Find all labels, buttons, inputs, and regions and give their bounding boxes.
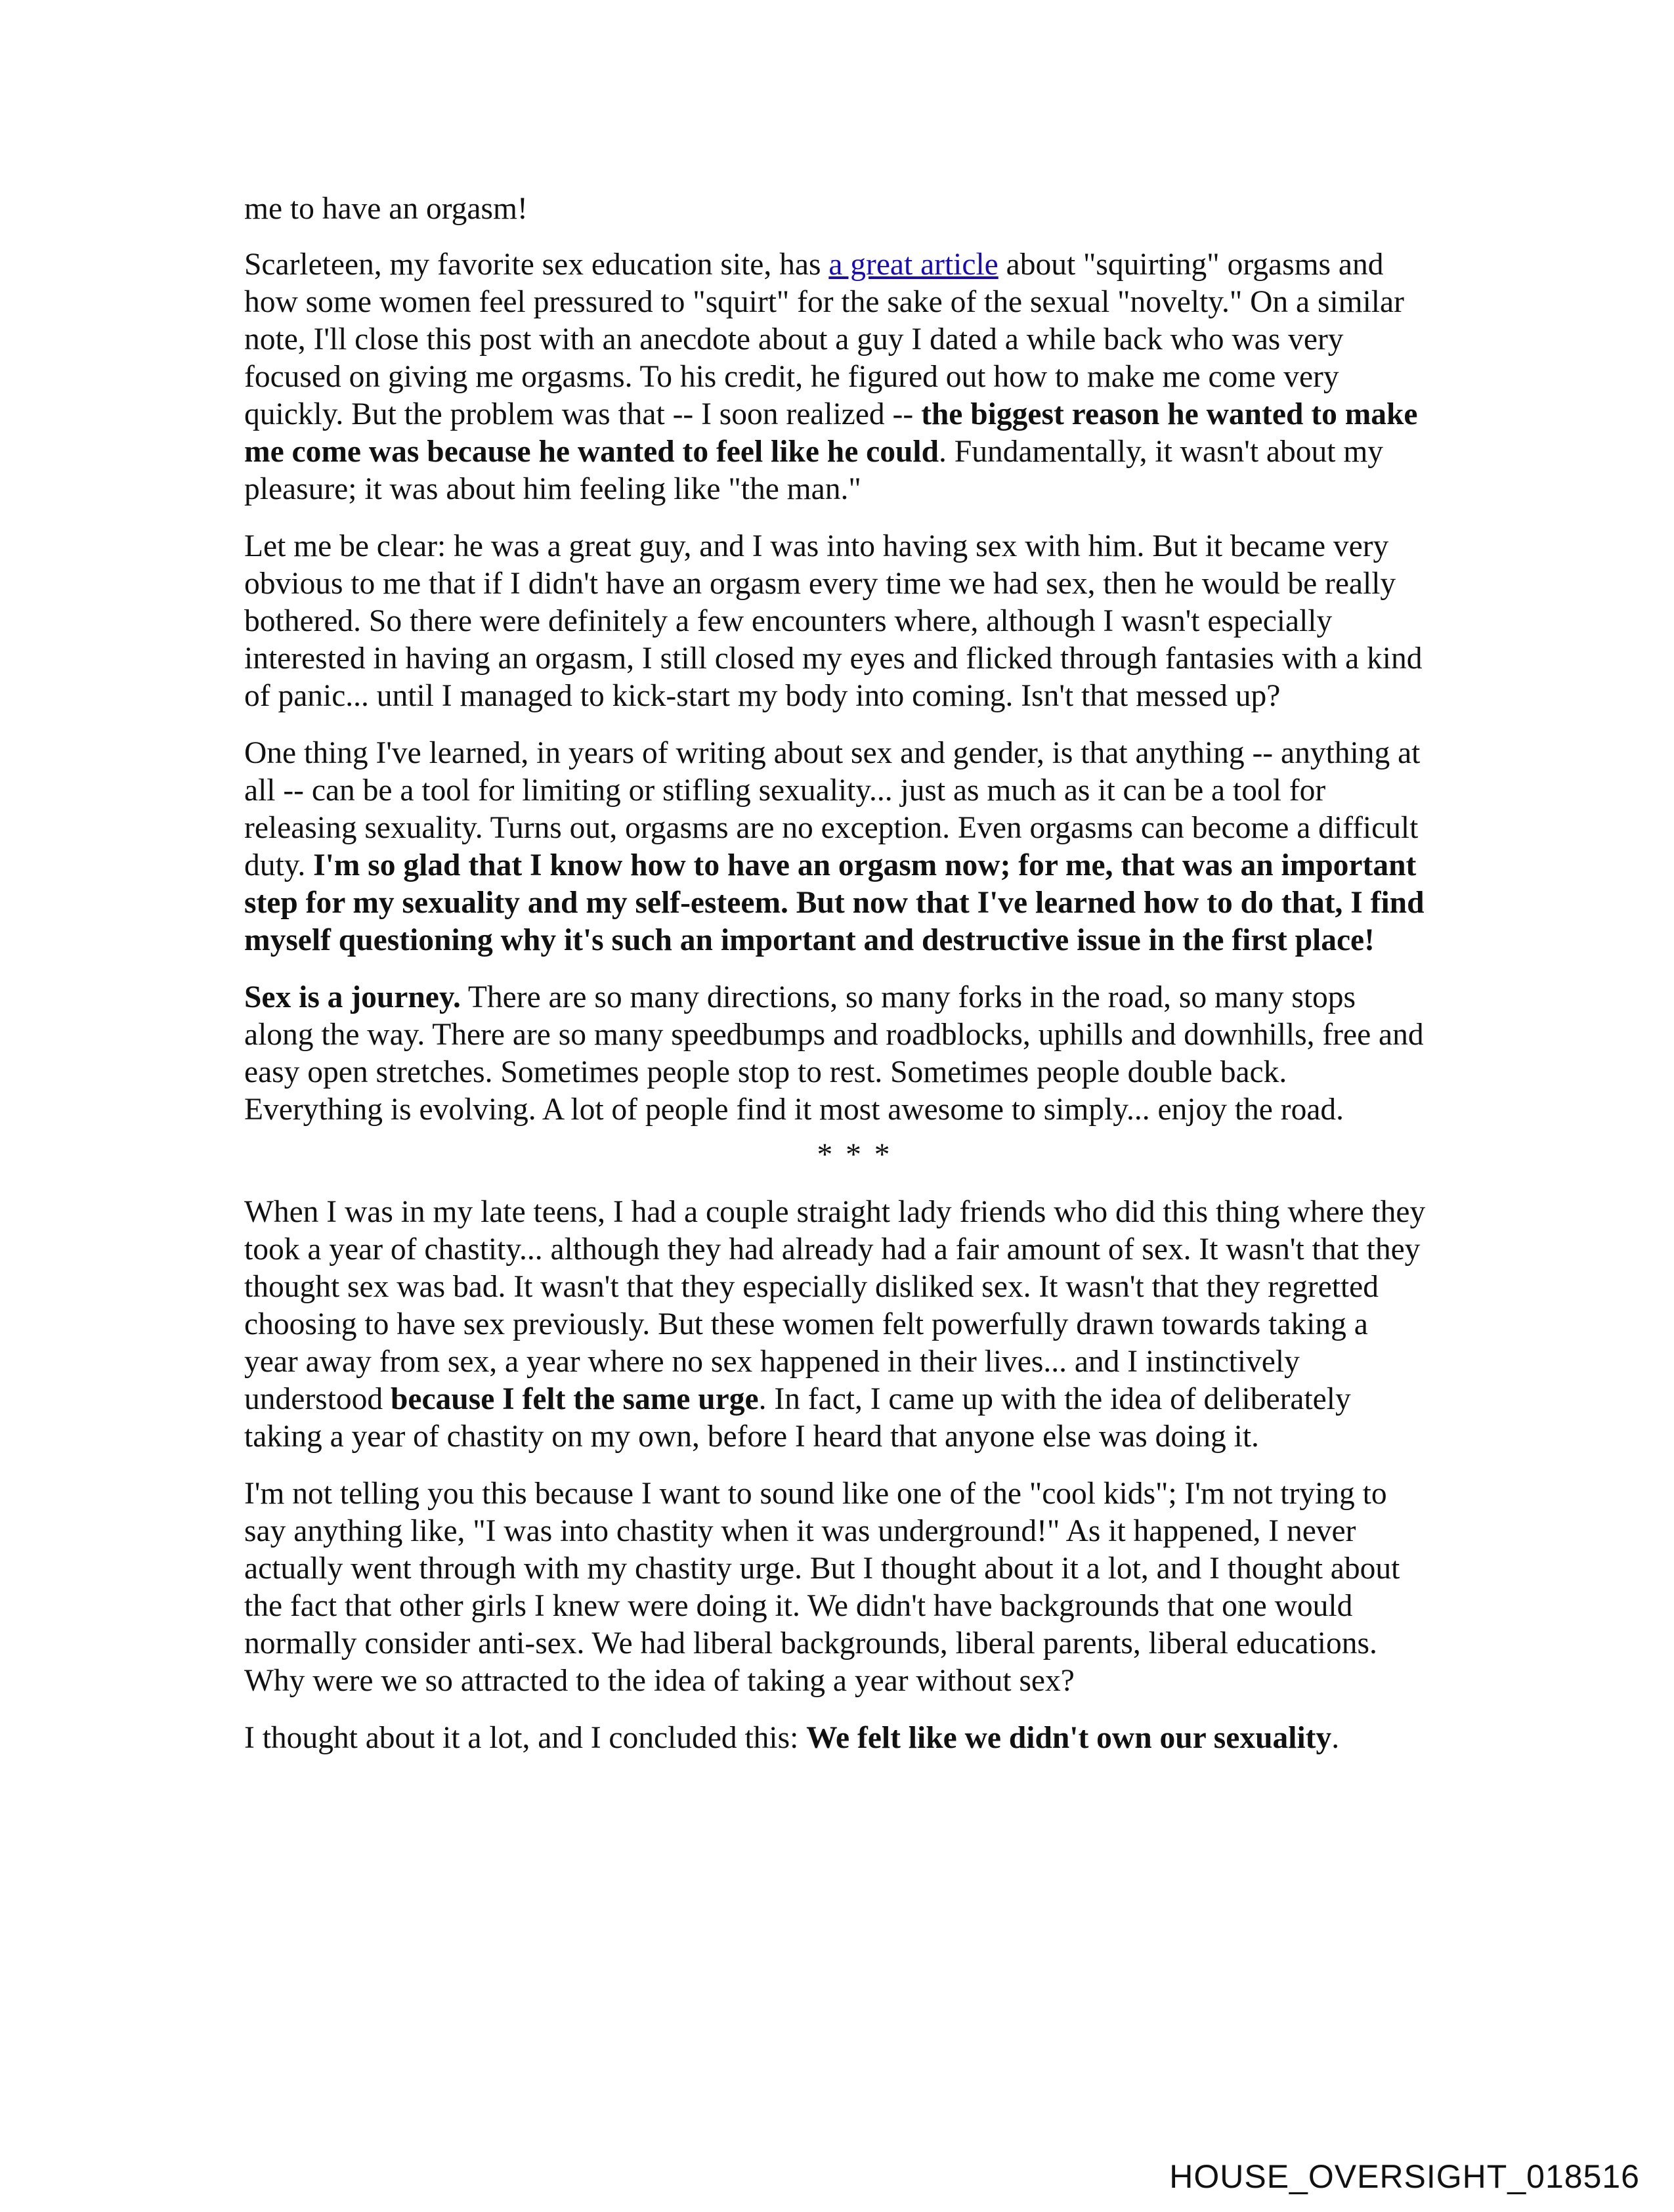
paragraph-conclusion <box>244 1720 1426 1757</box>
paragraph-text: One thing I've learned, in years of writing about sex and gender, is that anything -- anything at all -- can be a tool for limiting or stifling sexuality... just as much as it can be a tool for releasing sexuality. Turns out, orgasms are no exception. Even orgasms can become a difficult duty. <box>244 736 1421 882</box>
paragraph-text: Let me be clear: he was a great guy, and I was into having sex with him. But it became very obvious to me that if I didn't have an orgasm every time we had sex, then he would be really bothered. So there were definitely a few encounters where, although I wasn't especially interested in having an orgasm, I still closed my eyes and flicked through fantasies with a kind of panic... until I managed to kick-start my body into coming. Isn't that messed up? <box>244 529 1423 713</box>
paragraph-one-thing <box>244 735 1426 959</box>
emphasis-text: the biggest reason he wanted to make me come was because he wanted to feel like he could <box>244 397 1418 469</box>
paragraph-text: . Fundamentally, it wasn't about my pleasure; it was about him feeling like "the man." <box>244 435 1384 506</box>
paragraph-be-clear <box>244 528 1426 715</box>
section-separator: * * * <box>817 1138 893 1172</box>
emphasis-text: We felt like we didn't own our sexuality <box>806 1721 1332 1755</box>
emphasis-text: because I felt the same urge <box>390 1382 759 1416</box>
paragraph-text: me to have an orgasm! <box>244 192 528 226</box>
paragraph-text: There are so many directions, so many forks in the road, so many stops along the way. There are so many speedbumps and roadblocks, uphills and downhills, free and easy open stretches. Sometimes people stop to rest. Sometimes people double back. Everything is evolving. A lot of people find it most awesome to simply... enjoy the road. <box>244 980 1424 1127</box>
paragraph-late-teens <box>244 1194 1426 1456</box>
paragraph-scarleteen <box>244 246 1426 508</box>
paragraph-text: I thought about it a lot, and I concluded this: <box>244 1721 807 1755</box>
document-body <box>244 190 1426 1777</box>
paragraph-text: When I was in my late teens, I had a couple straight lady friends who did this thing where they took a year of chastity... although they had already had a fair amount of sex. It wasn't that they thought sex was bad. It wasn't that they especially disliked sex. It wasn't that they regretted choosing to have sex previously. But these women felt powerfully drawn towards taking a year away from sex, a year where no sex happened in their lives... and I instinctively understood <box>244 1195 1426 1416</box>
paragraph-text: Scarleteen, my favorite sex education site, has <box>244 248 829 282</box>
paragraph-cool-kids <box>244 1475 1426 1700</box>
emphasis-text: Sex is a journey. <box>244 980 461 1014</box>
paragraph-text: about "squirting" orgasms and how some women feel pressured to "squirt" for the sake of the sexual "novelty." On a similar note, I'll close this post with an anecdote about a guy I dated a while back who was very focused on giving me orgasms. To his credit, he figured out how to make me come very quickly. But the problem was that -- I soon realized -- <box>244 248 1404 431</box>
great-article-link[interactable]: a great article <box>828 248 998 282</box>
paragraph-text: . <box>1331 1721 1340 1755</box>
paragraph-continuation <box>244 190 1426 228</box>
bates-number: HOUSE_OVERSIGHT_018516 <box>1169 2158 1640 2195</box>
paragraph-text: . In fact, I came up with the idea of deliberately taking a year of chastity on my own, before I heard that anyone else was doing it. <box>244 1382 1351 1454</box>
paragraph-text: I'm not telling you this because I want to sound like one of the "cool kids"; I'm not trying to say anything like, "I was into chastity when it was underground!" As it happened, I never actually went through with my chastity urge. But I thought about it a lot, and I thought about the fact that other girls I knew were doing it. We didn't have backgrounds that one would normally consider anti-sex. We had liberal backgrounds, liberal parents, liberal educations. Why were we so attracted to the idea of taking a year without sex? <box>244 1477 1400 1698</box>
paragraph-journey <box>244 979 1426 1129</box>
emphasis-text: I'm so glad that I know how to have an orgasm now; for me, that was an important step for my sexuality and my self-esteem. But now that I've learned how to do that, I find myself questioning why it's such an important and destructive issue in the first place! <box>244 848 1425 957</box>
